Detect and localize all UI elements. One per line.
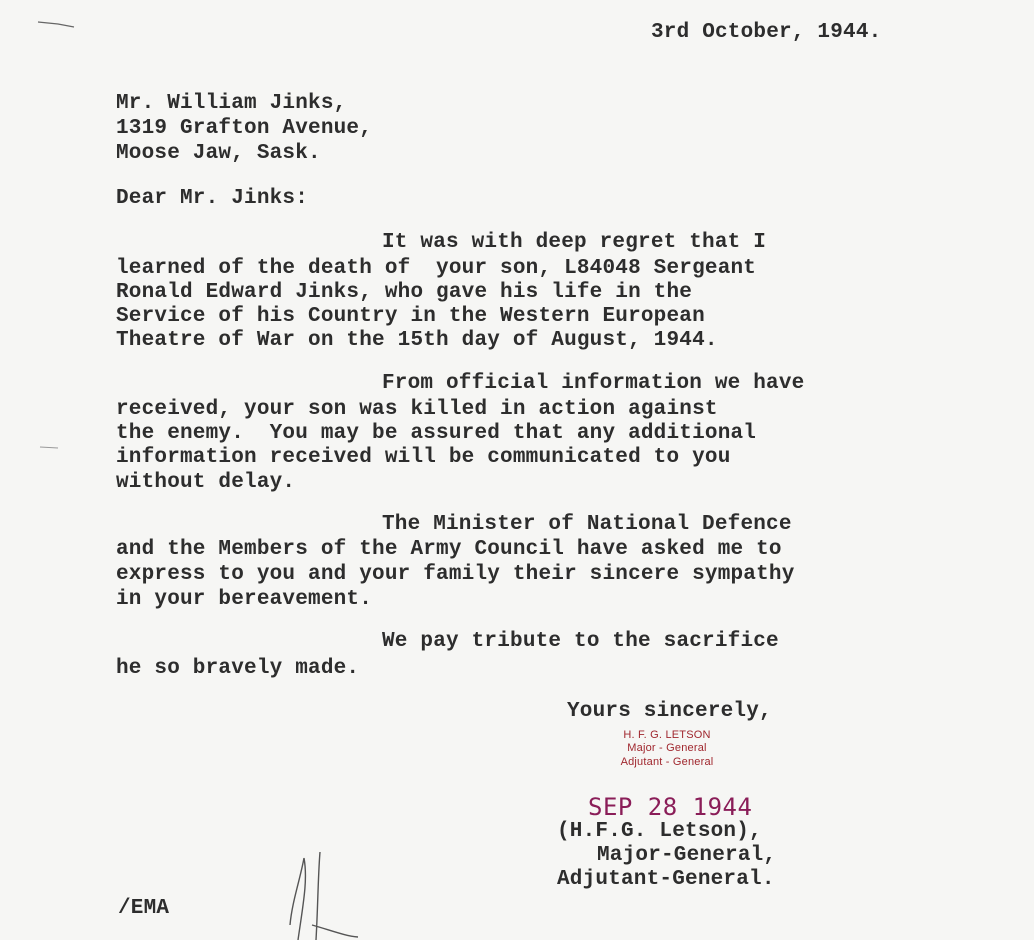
stamp-name: H. F. G. LETSON [623, 729, 711, 741]
paragraph-3-line-3: express to you and your family their sincere sympathy [116, 563, 795, 586]
paragraph-1-line-3: Ronald Edward Jinks, who gave his life in the [116, 281, 693, 304]
paragraph-2-line-5: without delay. [116, 471, 296, 494]
paragraph-2-line-4: information received will be communicated to you [116, 446, 731, 469]
closing: Yours sincerely, [567, 700, 772, 723]
reference-initials: /EMA [118, 897, 170, 920]
margin-mark-middle [40, 447, 58, 448]
stamp-date: SEP 28 1944 [588, 793, 753, 821]
paragraph-1-line-2: learned of the death of your son, L84048 Sergeant [116, 257, 757, 280]
letter-date: 3rd October, 1944. [651, 21, 882, 44]
recipient-city: Moose Jaw, Sask. [116, 142, 321, 165]
paragraph-1-line-5: Theatre of War on the 15th day of August, 1944. [116, 329, 718, 352]
signature-title: Adjutant-General. [557, 868, 775, 891]
paragraph-2-line-3: the enemy. You may be assured that any additional [116, 422, 757, 445]
paragraph-1-line-4: Service of his Country in the Western European [116, 305, 705, 328]
margin-mark-top [38, 22, 74, 27]
paragraph-3-line-4: in your bereavement. [116, 588, 373, 611]
paragraph-3-line-2: and the Members of the Army Council have asked me to [116, 538, 782, 561]
paragraph-3-line-1: The Minister of National Defence [382, 513, 792, 536]
salutation: Dear Mr. Jinks: [116, 187, 309, 210]
paragraph-2-line-2: received, your son was killed in action against [116, 398, 718, 421]
signature-scribble [290, 852, 358, 940]
stamp-title: Adjutant - General [620, 756, 714, 768]
signature-name: (H.F.G. Letson), [557, 820, 762, 843]
recipient-name: Mr. William Jinks, [116, 92, 347, 115]
paragraph-4-line-2: he so bravely made. [116, 657, 360, 680]
recipient-street: 1319 Grafton Avenue, [116, 117, 373, 140]
paragraph-2-line-1: From official information we have [382, 372, 805, 395]
signature-rank: Major-General, [597, 844, 777, 867]
stamp-rank: Major - General [627, 742, 707, 754]
paragraph-4-line-1: We pay tribute to the sacrifice [382, 630, 779, 653]
paragraph-1-line-1: It was with deep regret that I [382, 231, 767, 254]
